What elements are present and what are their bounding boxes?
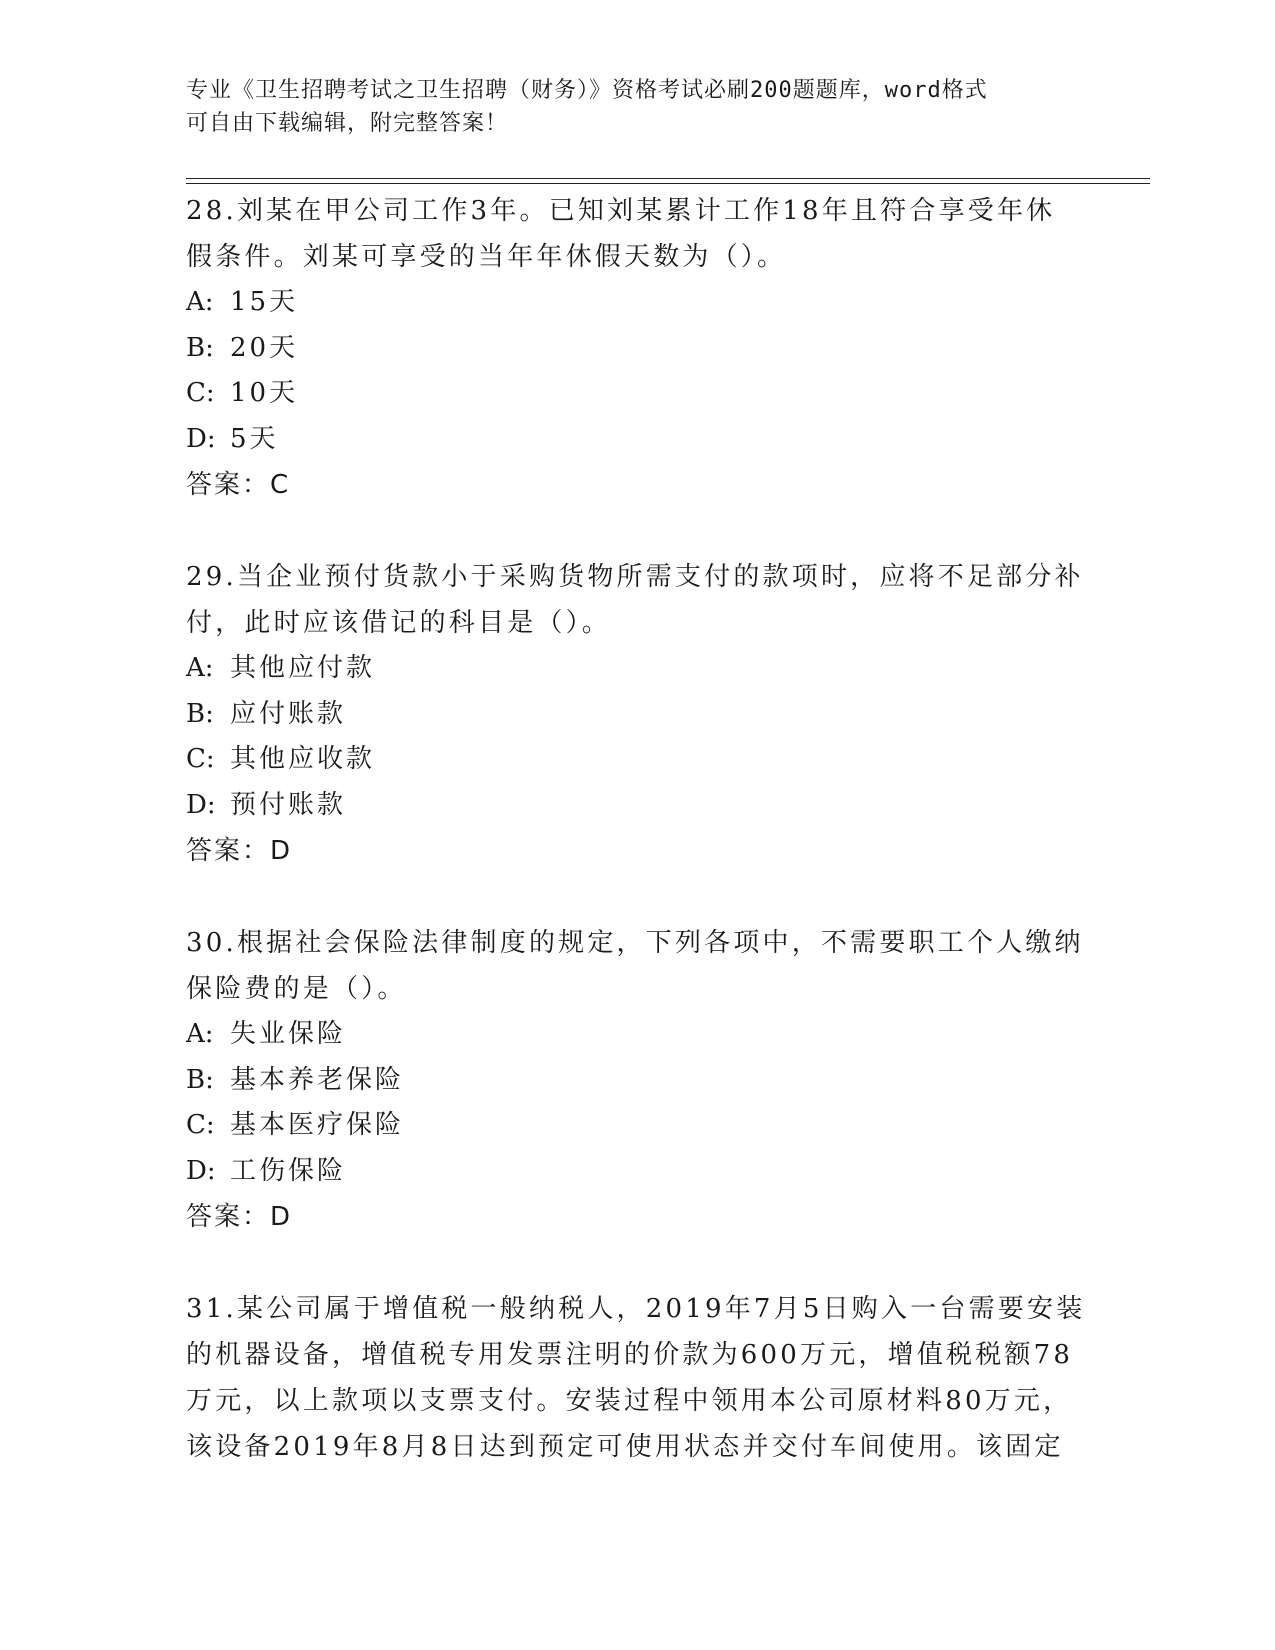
question-text-line: 29.当企业预付货款小于采购货物所需支付的款项时，应将不足部分补 — [186, 562, 1084, 592]
option-b — [186, 326, 1086, 372]
question-30 — [186, 920, 1086, 1240]
option-label: C: — [186, 744, 215, 774]
option-a — [186, 646, 1086, 692]
question-text-line: 的机器设备，增值税专用发票注明的价款为600万元，增值税税额78 — [186, 1340, 1074, 1370]
document-header — [186, 74, 1066, 140]
answer: 答案：D — [186, 836, 293, 866]
option-label: D: — [186, 789, 216, 820]
question-text-line: 万元，以上款项以支票支付。安装过程中领用本公司原材料80万元， — [186, 1386, 1073, 1416]
question-text-line: 30.根据社会保险法律制度的规定，下列各项中，不需要职工个人缴纳 — [186, 928, 1084, 958]
option-label: B: — [186, 1064, 214, 1095]
option-c — [186, 737, 1086, 783]
question-text-line: 保险费的是（）。 — [186, 974, 407, 1004]
option-b — [186, 1058, 1086, 1104]
option-label: B: — [186, 698, 214, 729]
header-line-1: 专业《卫生招聘考试之卫生招聘（财务）》资格考试必刷200题题库，word格式 — [186, 78, 988, 103]
option-a — [186, 280, 1086, 326]
option-text: 基本医疗保险 — [230, 1110, 405, 1140]
answer: 答案：D — [186, 1202, 293, 1232]
question-text-line: 31.某公司属于增值税一般纳税人，2019年7月5日购入一台需要安装 — [186, 1294, 1086, 1324]
option-text: 应付账款 — [230, 698, 347, 729]
option-label: B: — [186, 332, 214, 363]
option-d — [186, 783, 1086, 829]
question-31 — [186, 1286, 1086, 1470]
option-text: 基本养老保险 — [230, 1064, 405, 1095]
header-divider-top — [186, 178, 1150, 179]
option-label: A: — [186, 287, 214, 317]
option-label: A: — [186, 653, 214, 683]
option-text: 工伤保险 — [230, 1155, 347, 1186]
option-text: 预付账款 — [230, 789, 347, 820]
option-text: 其他应收款 — [230, 744, 376, 774]
option-label: C: — [186, 1110, 215, 1140]
option-text: 失业保险 — [230, 1019, 347, 1049]
option-d — [186, 1149, 1086, 1195]
question-text-line: 该设备2019年8月8日达到预定可使用状态并交付车间使用。该固定 — [186, 1432, 1064, 1462]
option-text: 20天 — [230, 332, 299, 363]
option-b — [186, 692, 1086, 738]
option-label: C: — [186, 378, 215, 408]
option-c — [186, 371, 1086, 417]
question-text-line: 28.刘某在甲公司工作3年。已知刘某累计工作18年且符合享受年休 — [186, 196, 1056, 226]
question-29 — [186, 554, 1086, 874]
option-label: D: — [186, 423, 216, 454]
question-28 — [186, 188, 1086, 508]
question-list — [186, 188, 1086, 1516]
option-text: 5天 — [230, 423, 279, 454]
header-line-2: 可自由下载编辑，附完整答案！ — [186, 111, 509, 136]
option-d — [186, 417, 1086, 463]
question-text-line: 假条件。刘某可享受的当年年休假天数为（）。 — [186, 242, 787, 272]
option-text: 10天 — [230, 378, 299, 408]
question-text-line: 付，此时应该借记的科目是（）。 — [186, 608, 612, 638]
option-label: D: — [186, 1155, 216, 1186]
option-text: 其他应付款 — [230, 653, 376, 683]
answer: 答案：C — [186, 470, 291, 500]
option-label: A: — [186, 1019, 214, 1049]
option-text: 15天 — [230, 287, 299, 317]
option-a — [186, 1012, 1086, 1058]
header-divider-bottom — [186, 183, 1150, 184]
option-c — [186, 1103, 1086, 1149]
